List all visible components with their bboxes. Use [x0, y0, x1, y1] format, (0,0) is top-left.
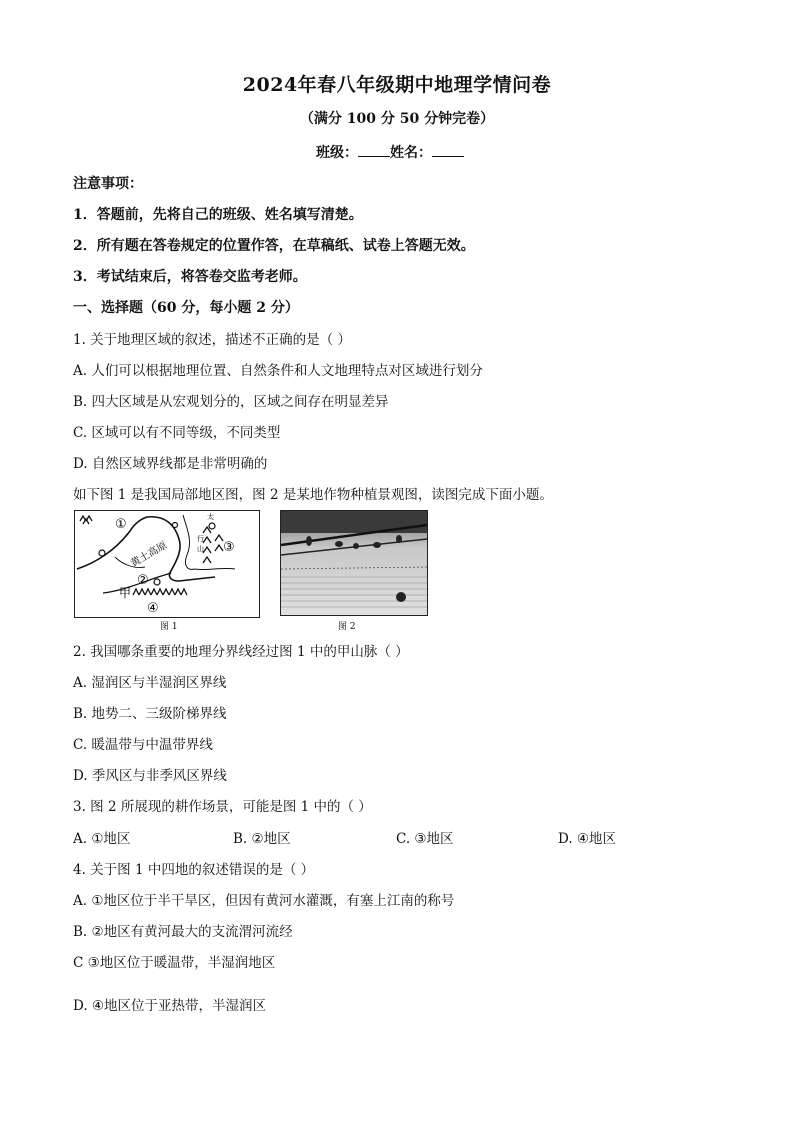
- paddy-field-image: [281, 511, 427, 615]
- option-d: D. ④地区: [558, 831, 617, 847]
- option-a: A. ①地区: [73, 831, 131, 847]
- name-label: 姓名：: [390, 145, 432, 161]
- question-stem: 1. 关于地理区域的叙述，描述不正确的是（ ）: [73, 332, 351, 348]
- map-label-tai: 太: [207, 513, 214, 521]
- option-b: B. 四大区域是从宏观划分的，区域之间存在明显差异: [73, 394, 389, 410]
- taihang-mountains-icon: [203, 527, 223, 563]
- map-label-jia: 甲: [119, 586, 132, 600]
- option-c: C. 暖温带与中温带界线: [73, 737, 213, 753]
- note-item: 1．答题前，先将自己的班级、姓名填写清楚。: [73, 207, 363, 223]
- option-c: C. 区域可以有不同等级，不同类型: [73, 425, 281, 441]
- question-stem: 3. 图 2 所展现的耕作场景，可能是图 1 中的（ ）: [73, 799, 372, 815]
- boundary-line: [183, 515, 195, 569]
- figure-2-caption: 图 2: [338, 622, 356, 632]
- map-label-1: ①: [115, 517, 127, 532]
- option-c: C. ③地区: [396, 831, 454, 847]
- figure-1-map: [74, 510, 260, 618]
- page-title: 2024年春八年级期中地理学情问卷: [242, 74, 552, 96]
- notes-heading: 注意事项：: [73, 176, 143, 192]
- option-a: A. ①地区位于半干旱区，但因有黄河水灌溉，有塞上江南的称号: [73, 893, 455, 909]
- figure-intro: 如下图 1 是我国局部地区图，图 2 是某地作物种植景观图，读图完成下面小题。: [73, 487, 553, 503]
- option-b: B. ②地区有黄河最大的支流渭河流经: [73, 924, 293, 940]
- option-d: D. 季风区与非季风区界线: [73, 768, 227, 784]
- map-label-shan: 山: [197, 545, 204, 553]
- exam-subtitle: （满分 100 分 50 分钟完卷）: [299, 111, 495, 127]
- section-heading: 一、选择题（60 分，每小题 2 分）: [73, 300, 299, 316]
- map-label-2: ②: [137, 573, 149, 588]
- question-stem: 2. 我国哪条重要的地理分界线经过图 1 中的甲山脉（ ）: [73, 644, 409, 660]
- map-label-3: ③: [223, 540, 235, 555]
- figure-2-photo: [280, 510, 428, 616]
- note-item: 2．所有题在答卷规定的位置作答，在草稿纸、试卷上答题无效。: [73, 238, 475, 254]
- question-stem: 4. 关于图 1 中四地的叙述错误的是（ ）: [73, 862, 315, 878]
- option-a: A. 人们可以根据地理位置、自然条件和人文地理特点对区域进行划分: [73, 363, 483, 379]
- option-c: C ③地区位于暖温带，半湿润地区: [73, 955, 276, 971]
- note-item: 3．考试结束后，将答卷交监考老师。: [73, 269, 307, 285]
- option-d: D. ④地区位于亚热带，半湿润区: [73, 998, 267, 1014]
- name-blank[interactable]: [432, 144, 464, 157]
- qinling-mountains-icon: [133, 589, 187, 595]
- class-label: 班级：: [316, 145, 358, 161]
- class-name-line: [316, 142, 464, 162]
- map-drawing: [75, 511, 259, 617]
- option-d: D. 自然区域界线都是非常明确的: [73, 456, 268, 472]
- map-label-hang: 行: [197, 535, 204, 543]
- option-b: B. 地势二、三级阶梯界线: [73, 706, 227, 722]
- option-a: A. 湿润区与半湿润区界线: [73, 675, 227, 691]
- yellow-river-line: [77, 517, 215, 581]
- option-b: B. ②地区: [233, 831, 291, 847]
- class-blank[interactable]: [358, 144, 390, 157]
- mountain-icon: [80, 516, 92, 524]
- river-line: [195, 568, 235, 569]
- figure-1-caption: 图 1: [160, 622, 178, 632]
- map-label-plateau: 黄土高原: [129, 540, 170, 570]
- map-label-4: ④: [147, 601, 159, 616]
